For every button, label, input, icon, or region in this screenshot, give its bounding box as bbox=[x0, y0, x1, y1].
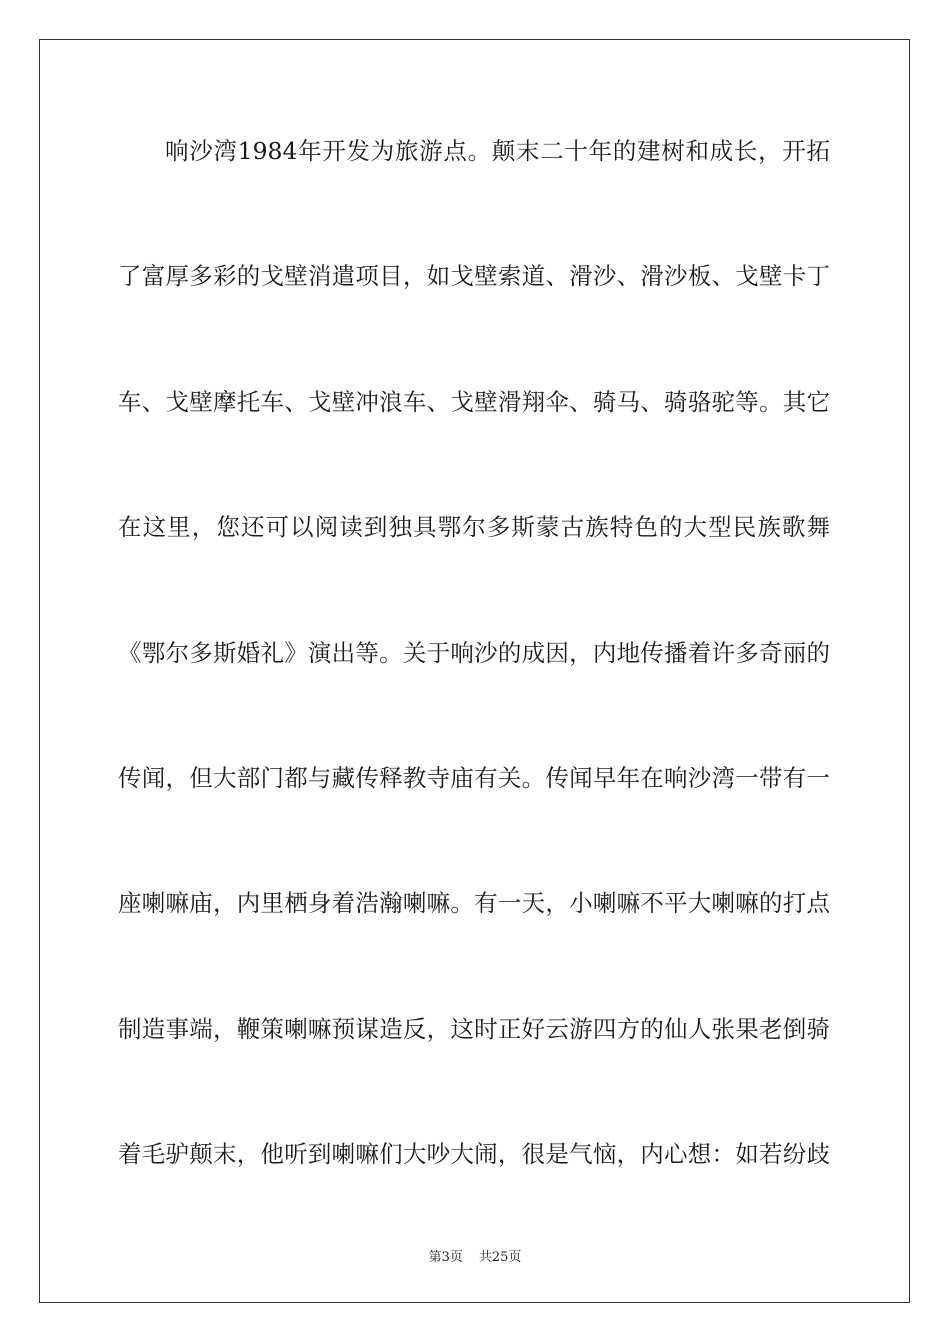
page-total: 共25页 bbox=[478, 1250, 522, 1265]
text-line-5: 《鄂尔多斯婚礼》演出等。关于响沙的成因，内地传播着许多奇丽的 bbox=[118, 638, 830, 667]
text-line-1: 响沙湾1984年开发为旅游点。颠末二十年的建树和成长，开拓 bbox=[165, 137, 830, 165]
page-number: 第3页 bbox=[428, 1250, 463, 1265]
text-line-9: 着毛驴颠末，他听到喇嘛们大吵大闹，很是气恼，内心想：如若纷歧 bbox=[118, 1140, 830, 1169]
text-line-3: 车、戈壁摩托车、戈壁冲浪车、戈壁滑翔伞、骑马、骑骆驼等。其它 bbox=[118, 387, 830, 416]
body-text bbox=[118, 126, 830, 1255]
page-footer bbox=[0, 1246, 950, 1265]
text-line-2: 了富厚多彩的戈壁消遣项目，如戈壁索道、滑沙、滑沙板、戈壁卡丁 bbox=[118, 262, 830, 291]
text-line-7: 座喇嘛庙，内里栖身着浩瀚喇嘛。有一天，小喇嘛不平大喇嘛的打点 bbox=[118, 889, 830, 918]
text-line-8: 制造事端，鞭策喇嘛预谋造反，这时正好云游四方的仙人张果老倒骑 bbox=[118, 1014, 830, 1043]
text-line-6: 传闻，但大部门都与藏传释教寺庙有关。传闻早年在响沙湾一带有一 bbox=[118, 763, 830, 792]
text-line-4: 在这里，您还可以阅读到独具鄂尔多斯蒙古族特色的大型民族歌舞 bbox=[118, 513, 830, 542]
